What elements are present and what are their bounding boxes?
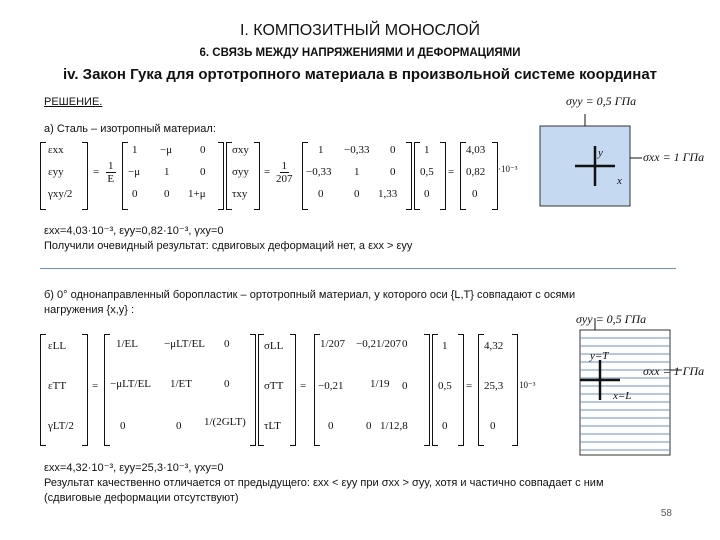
- part-b-equation: εLL εTT γLT/2 = 1/EL −μLT/EL 0 −μLT/EL 1/ET 0 0 0 1/(2GLT) σLL σTT τLT = 1/207 −0,21/207 0 −0,21 1/19 0 0 0 1/12,8 1 0,5 0 = 4,32 25,3 0 ·10⁻³: [40, 330, 530, 455]
- section-separator: [40, 268, 676, 269]
- part-a-axis-y: y: [598, 147, 603, 159]
- part-b-axis-y: y=T: [590, 350, 609, 362]
- part-a-results: εxx=4,03·10⁻³, εyy=0,82·10⁻³, γxy=0: [44, 225, 224, 237]
- part-b-intro-1: б) 0° однонаправленный боропластик – ортотропный материал, у которого оси {L,T} совпадают с осями: [44, 289, 576, 301]
- part-b-axis-x: x=L: [613, 390, 632, 402]
- slide-title: I. КОМПОЗИТНЫЙ МОНОСЛОЙ: [239, 22, 481, 39]
- part-a-conclusion: Получили очевидный результат: сдвиговых деформаций нет, а εxx > εyy: [44, 240, 413, 252]
- part-b-top-load: σyy = 0,5 ГПа: [576, 312, 647, 326]
- part-b-conclusion-2: (сдвиговые деформации отсутствуют): [44, 492, 239, 504]
- part-a-intro: а) Сталь – изотропный материал:: [44, 123, 216, 135]
- subtitle: iv. Закон Гука для ортотропного материала в произвольной системе координат: [62, 66, 658, 83]
- part-a-axis-x: x: [617, 175, 622, 187]
- section-title: 6. СВЯЗЬ МЕЖДУ НАПРЯЖЕНИЯМИ И ДЕФОРМАЦИЯМИ: [199, 47, 521, 59]
- part-b-conclusion-1: Результат качественно отличается от предыдущего: εxx < εyy при σxx > σyy, хотя и частично совпадает с ним: [44, 477, 604, 489]
- part-a-top-load: σyy = 0,5 ГПа: [566, 94, 637, 108]
- part-b-results: εxx=4,32·10⁻³, εyy=25,3·10⁻³, γxy=0: [44, 462, 224, 474]
- part-a-right-load: σxx = 1 ГПа: [643, 150, 705, 164]
- part-a-equation: εxx εyy γxy/2 = $\frac{1}{E}$ 1 −μ 0 −μ 1 0 0 0 1+μ σxy σyy τxy = $\frac{1}{207}$ 1 −0,33 0 −0,33 1 0 0 0 1,33 1 0,5 0 = 4,03 0,82 0 ·10⁻³: [40, 140, 510, 215]
- part-b-right-load: σxx = 1 ГПа: [643, 364, 705, 378]
- solution-label: РЕШЕНИЕ.: [44, 96, 103, 108]
- page-number: 58: [660, 508, 672, 519]
- part-b-intro-2: нагружения {x,y} :: [44, 304, 135, 316]
